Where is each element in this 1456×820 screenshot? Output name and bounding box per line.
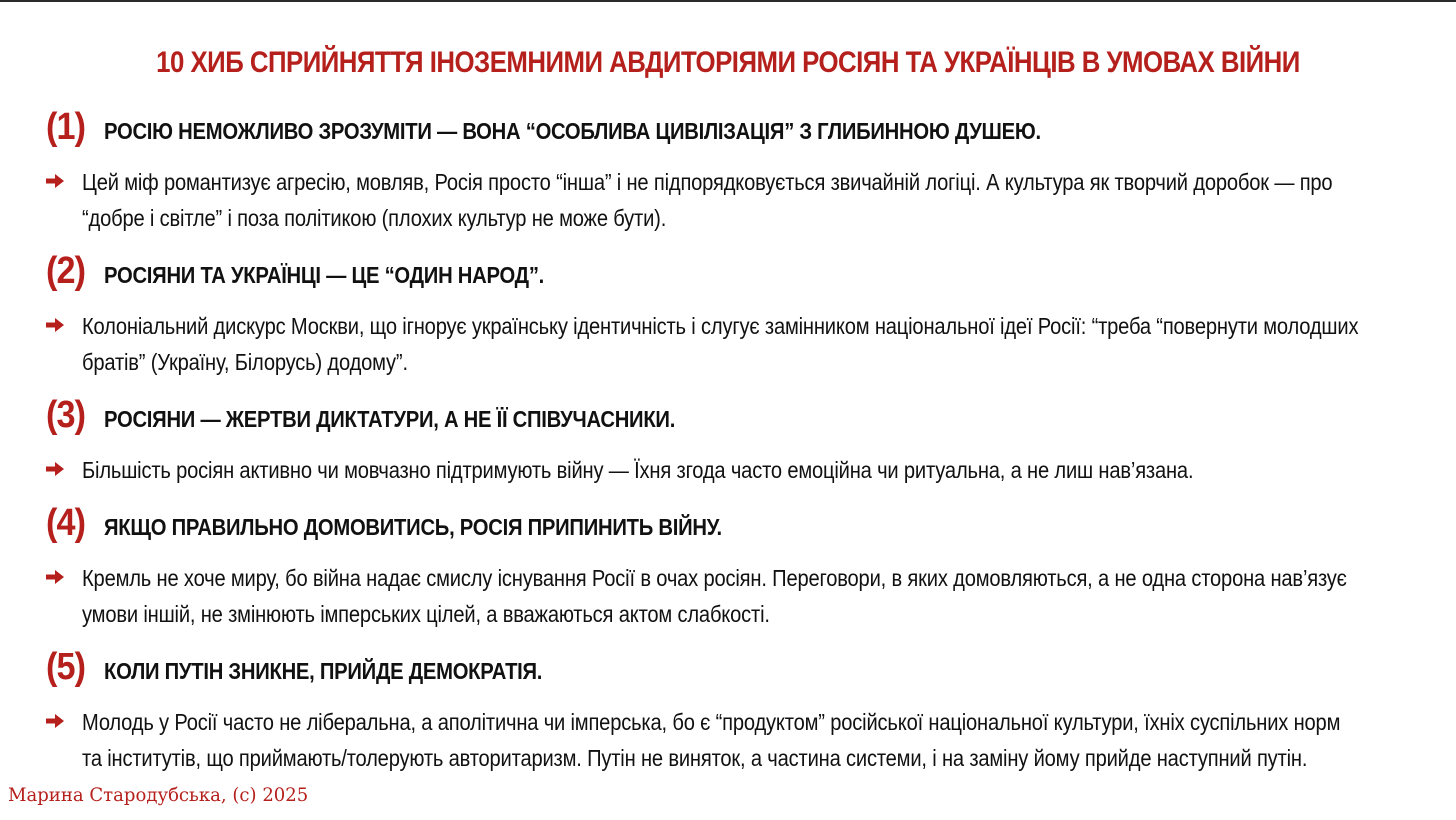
item-heading: РОСІЯНИ ТА УКРАЇНЦІ — ЦЕ “ОДИН НАРОД”. <box>104 262 545 288</box>
item-heading: КОЛИ ПУТІН ЗНИКНЕ, ПРИЙДЕ ДЕМОКРАТІЯ. <box>104 658 543 684</box>
list-item <box>46 250 1426 380</box>
item-text: Колоніальний дискурс Москви, що ігнорує українську ідентичність і слугує замінником національної ідеї Росії: “треба “повернути молодших братів” (Україну, Білорусь) додому”. <box>82 313 1359 375</box>
item-text: Кремль не хоче миру, бо війна надає смислу існування Росії в очах росіян. Переговори, в яких домовляються, а не одна сторона нав’язує умови іншій, не змінюють імперських цілей, а вважаються актом слабкості. <box>82 565 1347 627</box>
myths-list <box>46 106 1426 790</box>
author-signature: Марина Стародубська, (с) 2025 <box>8 784 309 806</box>
item-heading: РОСІЯНИ — ЖЕРТВИ ДИКТАТУРИ, А НЕ ЇЇ СПІВУЧАСНИКИ. <box>104 406 676 432</box>
item-body <box>46 560 1426 632</box>
right-arrow-icon <box>46 452 82 476</box>
item-header <box>46 250 1426 300</box>
list-item <box>46 502 1426 632</box>
item-body <box>46 164 1426 236</box>
item-header <box>46 502 1426 552</box>
item-body <box>46 308 1426 380</box>
item-body <box>46 452 1426 488</box>
item-header <box>46 394 1426 444</box>
item-number: (2) <box>46 250 86 292</box>
right-arrow-icon <box>46 164 82 188</box>
item-text: Цей міф романтизує агресію, мовляв, Росія просто “інша” і не підпорядковується звичайній логіці. А культура як творчий доробок — про “добре і світле” і поза політикою (плохих культур не може бути). <box>82 169 1333 231</box>
list-item <box>46 646 1426 776</box>
item-number: (1) <box>46 106 86 148</box>
item-heading: ЯКЩО ПРАВИЛЬНО ДОМОВИТИСЬ, РОСІЯ ПРИПИНИТЬ ВІЙНУ. <box>104 514 722 540</box>
item-text: Більшість росіян активно чи мовчазно підтримують війну — Їхня згода часто емоційна чи ритуальна, а не лиш нав’язана. <box>82 457 1194 483</box>
list-item <box>46 394 1426 488</box>
item-number: (4) <box>46 502 86 544</box>
item-header <box>46 106 1426 156</box>
right-arrow-icon <box>46 308 82 332</box>
page-title: 10 ХИБ СПРИЙНЯТТЯ ІНОЗЕМНИМИ АВДИТОРІЯМИ РОСІЯН ТА УКРАЇНЦІВ В УМОВАХ ВІЙНИ <box>156 46 1300 79</box>
right-arrow-icon <box>46 560 82 584</box>
item-number: (3) <box>46 394 86 436</box>
item-heading: РОСІЮ НЕМОЖЛИВО ЗРОЗУМІТИ — ВОНА “ОСОБЛИВА ЦИВІЛІЗАЦІЯ” З ГЛИБИННОЮ ДУШЕЮ. <box>104 118 1041 144</box>
item-text: Молодь у Росії часто не ліберальна, а аполітична чи імперська, бо є “продуктом” російської національної культури, їхніх суспільних норм та інститутів, що приймають/толерують авторитаризм. Путін не виняток, а частина системи, і на заміну йому прийде наступний путін. <box>82 709 1341 771</box>
right-arrow-icon <box>46 704 82 728</box>
item-body <box>46 704 1426 776</box>
list-item <box>46 106 1426 236</box>
item-header <box>46 646 1426 696</box>
item-number: (5) <box>46 646 86 688</box>
top-border-rule <box>0 0 1456 2</box>
